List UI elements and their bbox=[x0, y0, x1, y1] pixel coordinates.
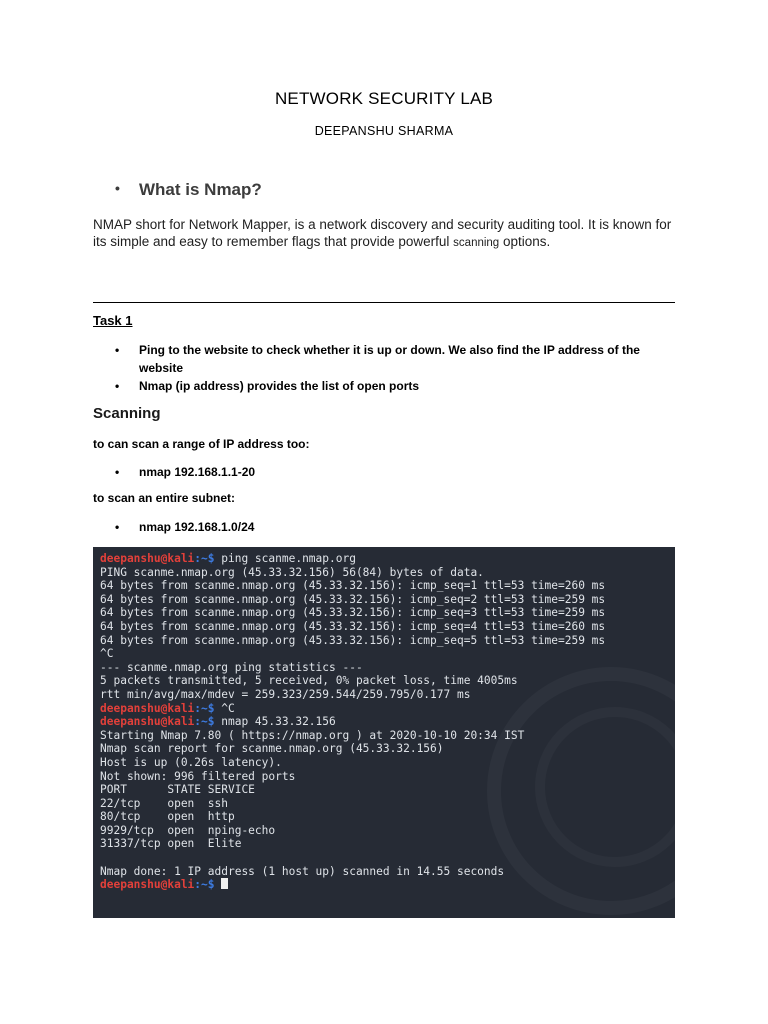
terminal-output-line bbox=[100, 756, 671, 770]
terminal-line-text: 80/tcp open http bbox=[100, 810, 235, 824]
terminal-output-line bbox=[100, 851, 671, 865]
list-item-text: Nmap (ip address) provides the list of open ports bbox=[139, 379, 420, 393]
terminal-line-text: Starting Nmap 7.80 ( https://nmap.org ) at 2020-10-10 20:34 IST bbox=[100, 728, 525, 742]
terminal-output-line bbox=[100, 661, 671, 675]
terminal-line-text: nmap 45.33.32.156 bbox=[214, 715, 336, 729]
terminal-line-text bbox=[215, 878, 222, 891]
range-command-list bbox=[115, 463, 675, 481]
range-paragraph: to can scan a range of IP address too: bbox=[93, 437, 310, 451]
document-title: NETWORK SECURITY LAB bbox=[274, 89, 494, 108]
prompt-user: deepanshu@kali bbox=[100, 715, 195, 729]
terminal-line-text: Nmap done: 1 IP address (1 host up) scanned in 14.55 seconds bbox=[100, 864, 505, 878]
terminal-line-text: PING scanme.nmap.org (45.33.32.156) 56(84) bytes of data. bbox=[100, 565, 484, 579]
prompt-user: deepanshu@kali bbox=[100, 878, 195, 892]
terminal-screenshot bbox=[93, 547, 675, 918]
bullet-icon: • bbox=[115, 379, 120, 393]
bullet-icon: • bbox=[115, 465, 120, 479]
prompt-path: :~$ bbox=[194, 552, 215, 565]
terminal-output-line bbox=[100, 783, 671, 797]
terminal-prompt-line bbox=[100, 702, 671, 716]
terminal-prompt-line bbox=[100, 552, 671, 566]
terminal-line-text: 64 bytes from scanme.nmap.org (45.33.32.156): icmp_seq=5 ttl=53 time=259 ms bbox=[100, 633, 606, 647]
terminal-line-text: rtt min/avg/max/mdev = 259.323/259.544/259.795/0.177 ms bbox=[100, 687, 471, 701]
terminal-line-text: --- scanme.nmap.org ping statistics --- bbox=[100, 660, 363, 674]
list-item-text: nmap 192.168.1.0/24 bbox=[139, 520, 255, 534]
intro-text-small: scanning bbox=[453, 237, 500, 249]
terminal-output-line bbox=[100, 566, 671, 580]
terminal-output-line bbox=[100, 797, 671, 811]
list-item bbox=[115, 377, 675, 395]
terminal-line-text: 64 bytes from scanme.nmap.org (45.33.32.156): icmp_seq=1 ttl=53 time=260 ms bbox=[100, 579, 606, 593]
terminal-output-line bbox=[100, 824, 671, 838]
prompt-user: deepanshu@kali bbox=[100, 552, 195, 565]
terminal-output-line bbox=[100, 865, 671, 879]
terminal-output-line bbox=[100, 688, 671, 702]
terminal-line-text: 22/tcp open ssh bbox=[100, 796, 228, 810]
terminal-line-text: Not shown: 996 filtered ports bbox=[100, 769, 296, 783]
terminal-line-text: 64 bytes from scanme.nmap.org (45.33.32.156): icmp_seq=4 ttl=53 time=260 ms bbox=[100, 619, 606, 633]
list-item bbox=[115, 518, 675, 536]
what-is-nmap-heading-text: What is Nmap? bbox=[139, 180, 262, 199]
prompt-user: deepanshu@kali bbox=[100, 701, 195, 715]
terminal-output-line bbox=[100, 674, 671, 688]
bullet-icon: • bbox=[115, 343, 120, 357]
list-item bbox=[115, 463, 675, 481]
bullet-icon: • bbox=[115, 520, 120, 534]
task-heading: Task 1 bbox=[93, 313, 133, 328]
terminal-line-text: ^C bbox=[214, 701, 235, 715]
terminal-output-line bbox=[100, 837, 671, 851]
terminal-line-text: ^C bbox=[100, 647, 114, 661]
terminal-output-line bbox=[100, 620, 671, 634]
terminal-line-text: 31337/tcp open Elite bbox=[100, 837, 242, 851]
task-bullet-list bbox=[115, 341, 675, 395]
scanning-heading: Scanning bbox=[93, 405, 161, 422]
terminal-line-text: 64 bytes from scanme.nmap.org (45.33.32.156): icmp_seq=2 ttl=53 time=259 ms bbox=[100, 592, 606, 606]
prompt-path: :~$ bbox=[194, 878, 215, 892]
terminal-output-line bbox=[100, 579, 671, 593]
prompt-path: :~$ bbox=[194, 701, 215, 715]
subnet-paragraph: to scan an entire subnet: bbox=[93, 491, 236, 505]
terminal-line-text: Host is up (0.26s latency). bbox=[100, 755, 282, 769]
terminal-output-line bbox=[100, 606, 671, 620]
terminal-output-line bbox=[100, 593, 671, 607]
terminal-output-line bbox=[100, 742, 671, 756]
terminal-output bbox=[100, 552, 671, 892]
terminal-output-line bbox=[100, 647, 671, 661]
nmap-intro-paragraph bbox=[93, 216, 678, 252]
terminal-output-line bbox=[100, 810, 671, 824]
terminal-line-text: Nmap scan report for scanme.nmap.org (45.33.32.156) bbox=[100, 742, 444, 756]
terminal-cursor bbox=[221, 878, 228, 889]
terminal-line-text: ping scanme.nmap.org bbox=[214, 552, 356, 565]
subnet-command-list bbox=[115, 518, 675, 536]
intro-text-part2: options. bbox=[499, 234, 551, 249]
terminal-prompt-line bbox=[100, 878, 671, 892]
list-item bbox=[115, 341, 675, 377]
intro-text-part1: NMAP short for Network Mapper, is a network discovery and security auditing tool. It is known for its simple and easy to remember flags that provide powerful bbox=[93, 217, 672, 249]
prompt-path: :~$ bbox=[194, 715, 215, 729]
terminal-output-line bbox=[100, 634, 671, 648]
list-item-text: Ping to the website to check whether it is up or down. We also find the IP address of the website bbox=[139, 343, 640, 375]
bullet-icon: • bbox=[115, 180, 120, 196]
list-item-text: nmap 192.168.1.1-20 bbox=[139, 465, 256, 479]
terminal-line-text: 5 packets transmitted, 5 received, 0% packet loss, time 4005ms bbox=[100, 674, 518, 688]
document-author: DEEPANSHU SHARMA bbox=[314, 124, 454, 138]
terminal-output-line bbox=[100, 729, 671, 743]
terminal-line-text: 64 bytes from scanme.nmap.org (45.33.32.156): icmp_seq=3 ttl=53 time=259 ms bbox=[100, 606, 606, 620]
terminal-line-text: 9929/tcp open nping-echo bbox=[100, 823, 276, 837]
terminal-prompt-line bbox=[100, 715, 671, 729]
horizontal-divider bbox=[93, 302, 675, 303]
terminal-output-line bbox=[100, 770, 671, 784]
terminal-line-text: PORT STATE SERVICE bbox=[100, 783, 255, 797]
